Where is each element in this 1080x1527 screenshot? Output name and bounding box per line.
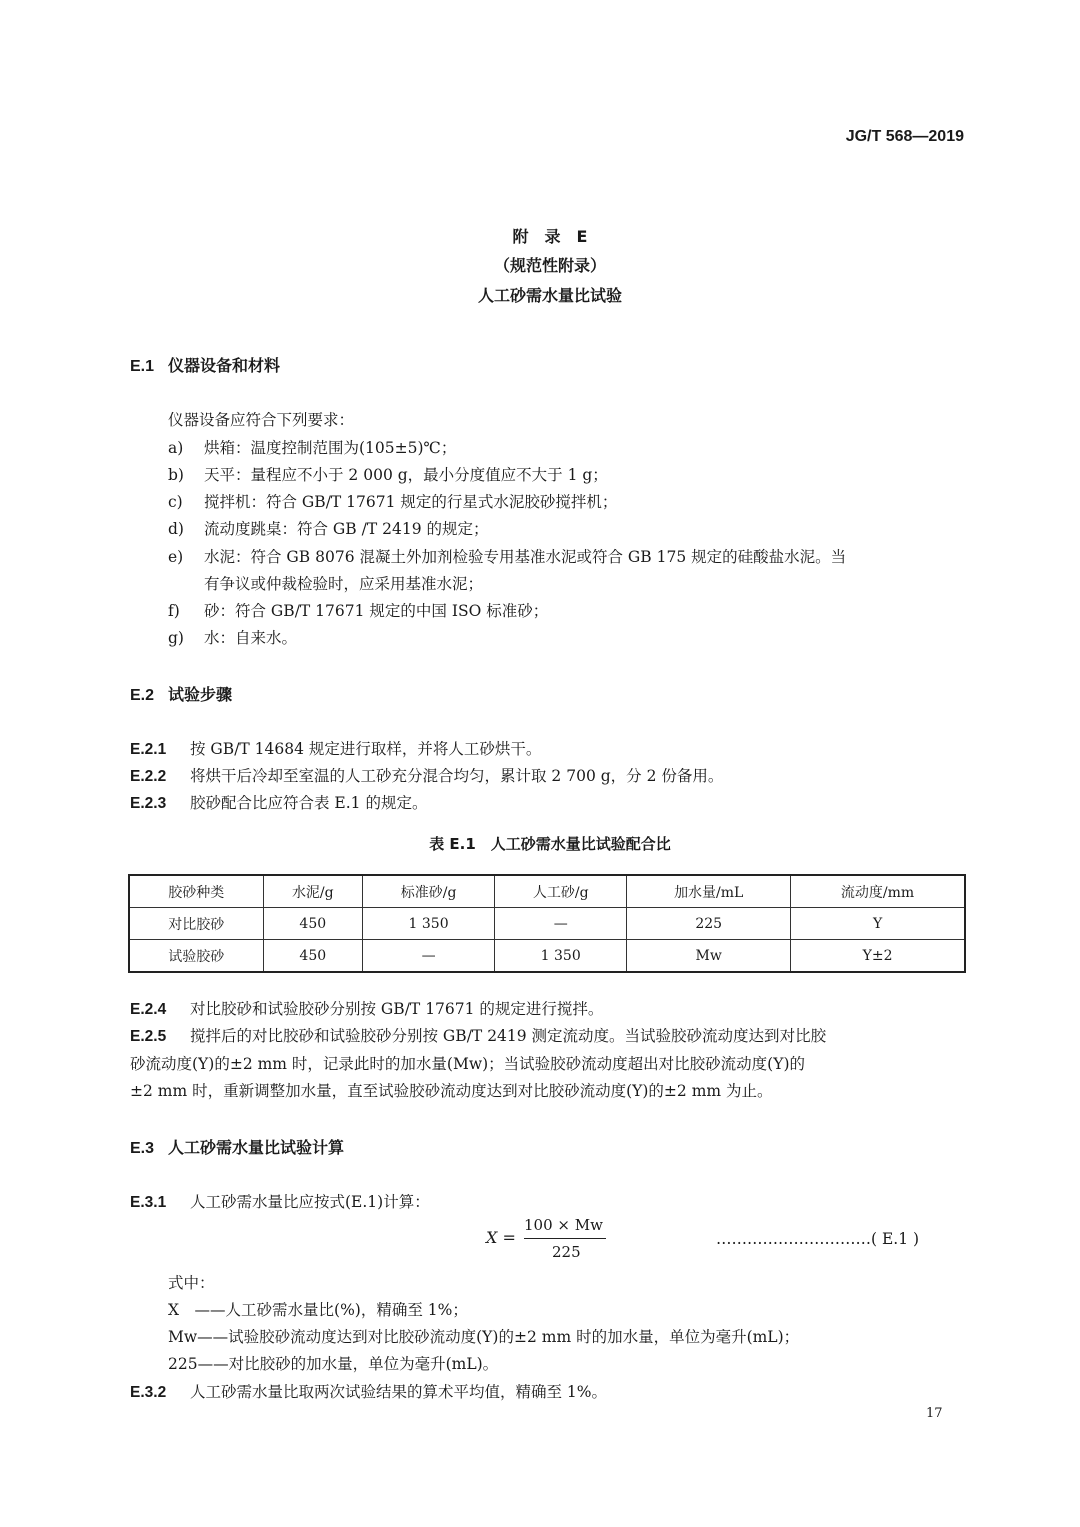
document-code: JG/T 568—2019 (845, 128, 964, 145)
clause-e3-1: E.3.1 人工砂需水量比应按式(E.1)计算： (130, 1193, 430, 1211)
variable-definition: X ——人工砂需水量比(%)，精确至 1%； (168, 1301, 468, 1319)
table-row (129, 908, 965, 940)
section-e2-heading (130, 682, 232, 705)
appendix-name: 人工砂需水量比试验 (477, 286, 622, 305)
table-cell: 1 350 (363, 908, 495, 940)
equation-number: …………………………( E.1 ) (716, 1230, 920, 1248)
appendix-title: 附 录 E (512, 227, 588, 246)
list-item-continuation: 有争议或仲裁检验时，应采用基准水泥； (204, 575, 484, 593)
table-cell: Mw (627, 940, 791, 973)
clause-e3-2: E.3.2 人工砂需水量比取两次试验结果的算术平均值，精确至 1%。 (130, 1383, 608, 1401)
list-item: g) 水：自来水。 (168, 629, 298, 647)
list-item: e) 水泥：符合 GB 8076 混凝土外加剂检验专用基准水泥或符合 GB 175 规定的硅酸盐水泥。当 (168, 548, 847, 566)
table-caption: 表 E.1 人工砂需水量比试验配合比 (429, 835, 671, 853)
table-header-cell: 加水量/mL (627, 875, 791, 908)
table-header-cell: 水泥/g (263, 875, 363, 908)
where-label: 式中： (168, 1274, 215, 1292)
clause-e2-5-line: 砂流动度(Y)的±2 mm 时，记录此时的加水量(Mw)；当试验胶砂流动度超出对比胶砂流动度(Y)的 (130, 1055, 805, 1073)
table-cell: 225 (627, 908, 791, 940)
clause-e2-5-line: ±2 mm 时，重新调整加水量，直至试验胶砂流动度达到对比胶砂流动度(Y)的±2 mm 为止。 (130, 1082, 773, 1100)
table-cell: Y±2 (791, 940, 965, 973)
table-header-cell: 人工砂/g (495, 875, 627, 908)
section-e3-heading (130, 1135, 344, 1158)
clause-e2-5: E.2.5 搅拌后的对比胶砂和试验胶砂分别按 GB/T 2419 测定流动度。当试验胶砂流动度达到对比胶 (130, 1027, 827, 1045)
section-number: E.2 (130, 687, 155, 704)
page-number: 17 (926, 1406, 943, 1421)
list-item: a) 烘箱：温度控制范围为(105±5)℃； (168, 439, 457, 457)
list-item: d) 流动度跳桌：符合 GB /T 2419 的规定； (168, 520, 489, 538)
table-cell: 对比胶砂 (129, 908, 263, 940)
section-title: 仪器设备和材料 (168, 356, 281, 375)
variable-definition: 225——对比胶砂的加水量，单位为毫升(mL)。 (168, 1355, 499, 1373)
clause-e2-2: E.2.2 将烘干后冷却至室温的人工砂充分混合均匀，累计取 2 700 g，分 2 份备用。 (130, 767, 724, 785)
section-title: 人工砂需水量比试验计算 (168, 1138, 345, 1157)
formula-denominator: 225 (552, 1243, 581, 1261)
formula-numerator: 100 × Mw (524, 1216, 603, 1234)
table-header-cell: 流动度/mm (791, 875, 965, 908)
table-cell: — (363, 940, 495, 973)
section-e1-heading (130, 353, 280, 376)
table-cell: Y (791, 908, 965, 940)
section-title: 试验步骤 (168, 685, 233, 704)
clause-e2-3: E.2.3 胶砂配合比应符合表 E.1 的规定。 (130, 794, 428, 812)
section-number: E.3 (130, 1140, 155, 1157)
table-header-row (129, 875, 965, 908)
table-cell: 450 (263, 940, 363, 973)
section-number: E.1 (130, 358, 155, 375)
table-cell: 450 (263, 908, 363, 940)
table-cell: — (495, 908, 627, 940)
table-cell: 试验胶砂 (129, 940, 263, 973)
table-header-cell: 胶砂种类 (129, 875, 263, 908)
clause-e2-4: E.2.4 对比胶砂和试验胶砂分别按 GB/T 17671 的规定进行搅拌。 (130, 1000, 604, 1018)
list-item: b) 天平：量程应不小于 2 000 g，最小分度值应不大于 1 g； (168, 466, 608, 484)
fraction-bar (524, 1238, 606, 1239)
list-item: c) 搅拌机：符合 GB/T 17671 规定的行星式水泥胶砂搅拌机； (168, 493, 618, 511)
table-row (129, 940, 965, 973)
variable-definition: Mw——试验胶砂流动度达到对比胶砂流动度(Y)的±2 mm 时的加水量，单位为毫升(mL)； (168, 1328, 800, 1346)
appendix-subtitle: （规范性附录） (493, 256, 606, 275)
e1-intro: 仪器设备应符合下列要求： (168, 411, 355, 429)
mix-ratio-table (128, 874, 966, 973)
table-cell: 1 350 (495, 940, 627, 973)
list-item: f) 砂：符合 GB/T 17671 规定的中国 ISO 标准砂； (168, 602, 549, 620)
table-header-cell: 标准砂/g (363, 875, 495, 908)
formula-lhs: X = (486, 1228, 516, 1247)
clause-e2-1: E.2.1 按 GB/T 14684 规定进行取样，并将人工砂烘干。 (130, 740, 542, 758)
